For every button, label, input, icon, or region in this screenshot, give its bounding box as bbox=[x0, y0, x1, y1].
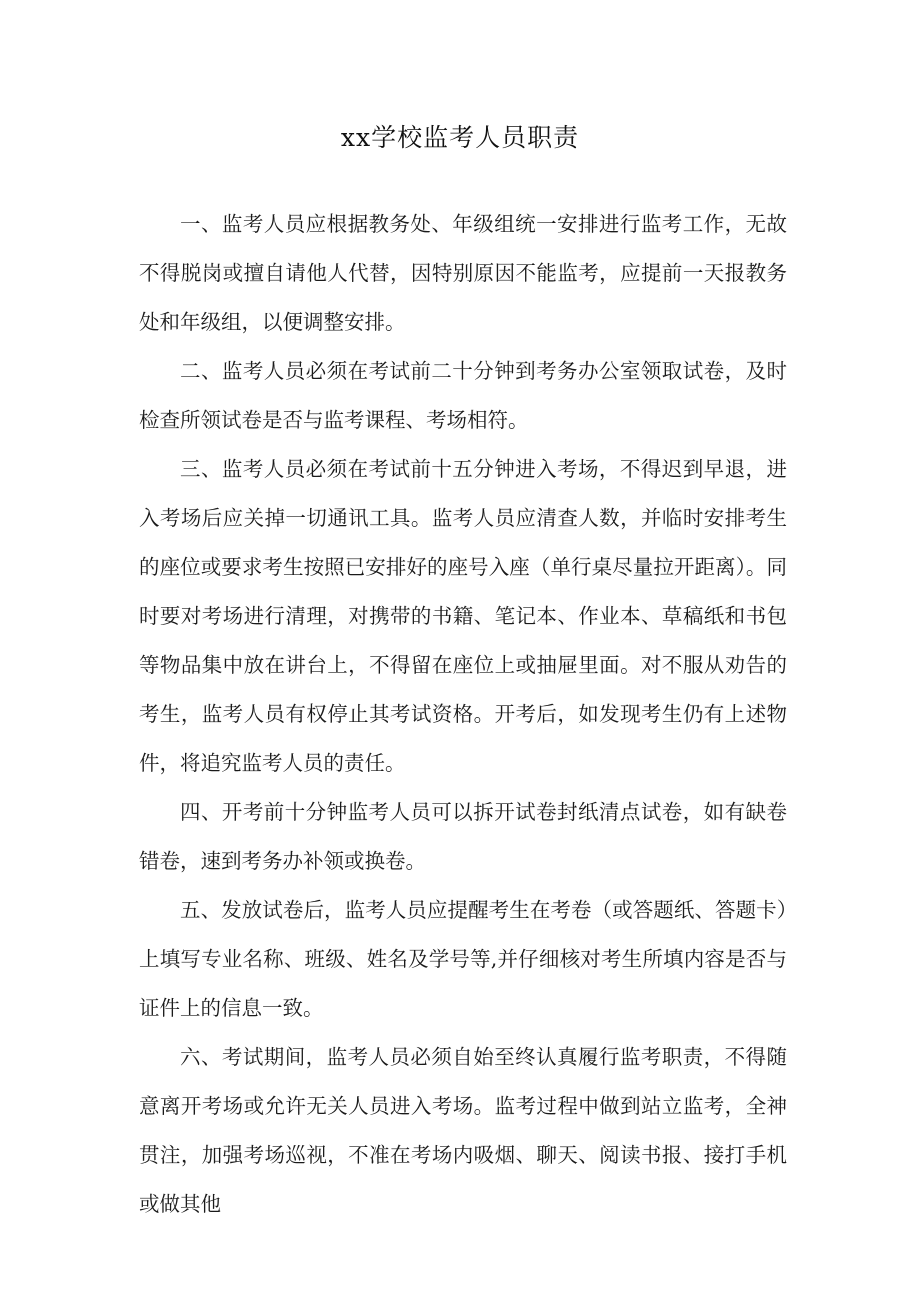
paragraph-4: 四、开考前十分钟监考人员可以拆开试卷封纸清点试卷，如有缺卷错卷，速到考务办补领或换卷。 bbox=[139, 800, 787, 873]
document-title: xx学校监考人员职责 bbox=[340, 123, 580, 152]
paragraph-6: 六、考试期间，监考人员必须自始至终认真履行监考职责，不得随意离开考场或允许无关人员进入考场。监考过程中做到站立监考，全神贯注，加强考场巡视，不准在考场内吸烟、聊天、阅读书报、接打手机或做其他 bbox=[139, 1045, 787, 1216]
paragraph-1: 一、监考人员应根据教务处、年级组统一安排进行监考工作，无故不得脱岗或擅自请他人代替，因特别原因不能监考，应提前一天报教务处和年级组，以便调整安排。 bbox=[139, 212, 787, 334]
paragraph-5: 五、发放试卷后，监考人员应提醒考生在考卷（或答题纸、答题卡）上填写专业名称、班级、姓名及学号等,并仔细核对考生所填内容是否与证件上的信息一致。 bbox=[139, 898, 787, 1020]
paragraph-3: 三、监考人员必须在考试前十五分钟进入考场，不得迟到早退，进入考场后应关掉一切通讯工具。监考人员应清查人数，并临时安排考生的座位或要求考生按照已安排好的座号入座（单行桌尽量拉开距离）。同时要对考场进行清理，对携带的书籍、笔记本、作业本、草稿纸和书包等物品集中放在讲台上，不得留在座位上或抽屉里面。对不服从劝告的考生，监考人员有权停止其考试资格。开考后，如发现考生仍有上述物件，将追究监考人员的责任。 bbox=[139, 457, 787, 775]
document-body bbox=[139, 200, 787, 1229]
paragraph-2: 二、监考人员必须在考试前二十分钟到考务办公室领取试卷，及时检查所领试卷是否与监考课程、考场相符。 bbox=[139, 359, 787, 432]
